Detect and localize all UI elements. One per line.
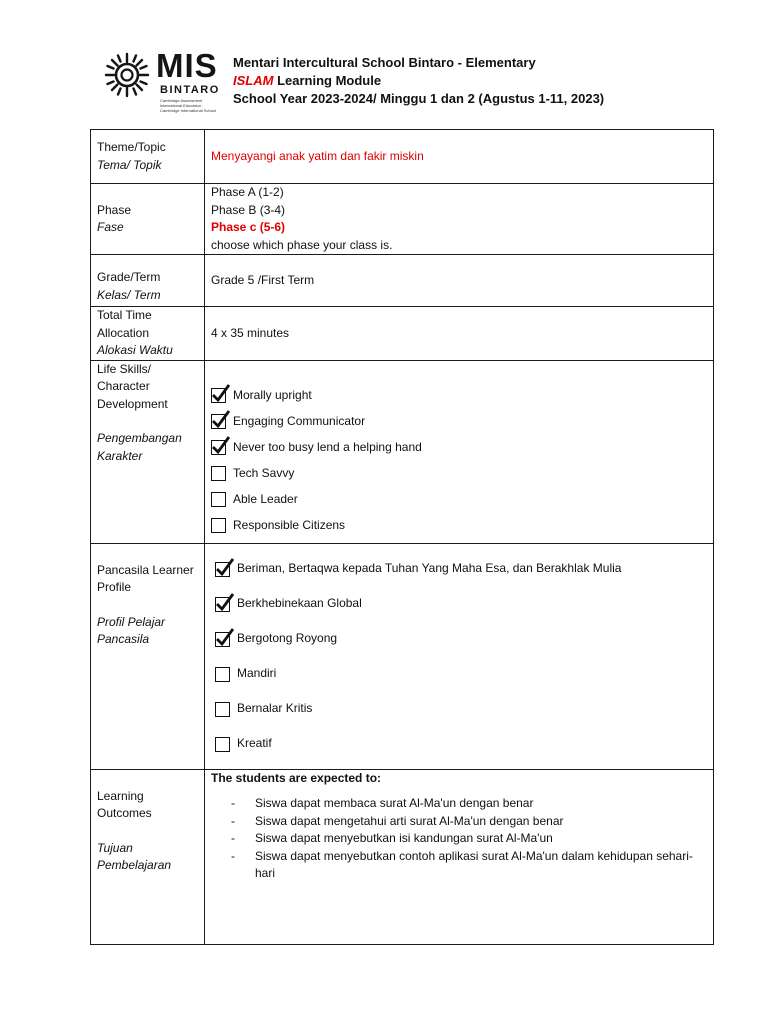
document-header — [100, 46, 740, 118]
life-skills-label: Life Skills/ Character Development — [97, 361, 168, 411]
empty-checkbox-icon[interactable] — [215, 667, 230, 682]
checked-checkbox-icon[interactable] — [215, 597, 230, 612]
pancasila-label-text: Kreatif — [237, 736, 272, 751]
phase-option: Phase A (1-2) — [211, 185, 284, 199]
cambridge-badge: Cambridge Assessment International Education · Cambridge International School — [160, 98, 217, 113]
checked-checkbox-icon[interactable] — [215, 632, 230, 647]
phase-label: Phase — [97, 202, 132, 217]
time-label-cell — [91, 307, 205, 361]
checked-checkbox-icon[interactable] — [211, 388, 226, 403]
checked-checkbox-icon[interactable] — [211, 440, 226, 455]
pancasila-label-text: Beriman, Bertaqwa kepada Tuhan Yang Maha Esa, dan Berakhlak Mulia — [237, 561, 622, 576]
theme-value-cell — [205, 130, 714, 184]
pancasila-label-cell — [91, 543, 205, 769]
pancasila-item — [215, 622, 707, 657]
module-table — [90, 129, 714, 945]
empty-checkbox-icon[interactable] — [215, 702, 230, 717]
theme-label: Theme/Topic — [97, 140, 166, 154]
life-skills-list — [205, 360, 714, 543]
theme-label-cell — [91, 130, 205, 184]
outcomes-content — [205, 769, 714, 944]
grade-value: Grade 5 /First Term — [211, 272, 315, 287]
life-skill-item — [211, 383, 707, 409]
phase-option: Phase B (3-4) — [211, 202, 286, 217]
pancasila-list — [205, 543, 714, 769]
life-skill-item — [211, 409, 707, 435]
outcomes-label-cell — [91, 769, 205, 944]
outcome-item: - Siswa dapat menyebutkan isi kandungan surat Al-Ma'un — [211, 830, 707, 848]
outcome-item: - Siswa dapat mengetahui arti surat Al-Ma'un dengan benar — [211, 813, 707, 831]
grade-value-cell — [205, 255, 714, 307]
pancasila-label-text: Bergotong Royong — [237, 631, 338, 646]
pancasila-label-text: Bernalar Kritis — [237, 701, 313, 716]
pancasila-label-text: Berkhebinekaan Global — [237, 596, 362, 611]
empty-checkbox-icon[interactable] — [211, 466, 226, 481]
time-label-id: Alokasi Waktu — [97, 343, 173, 357]
life-skill-item — [211, 487, 707, 513]
school-info — [233, 54, 604, 108]
module-title — [233, 72, 604, 90]
life-skill-label: Tech Savvy — [233, 465, 295, 480]
time-value-cell — [205, 307, 714, 361]
logo-subtitle: BINTARO — [160, 84, 220, 96]
school-logo — [100, 46, 224, 116]
life-skill-item — [211, 435, 707, 461]
phase-label-cell — [91, 184, 205, 255]
pancasila-label: Pancasila Learner Profile — [97, 562, 194, 594]
outcomes-label: Learning Outcomes — [97, 788, 152, 820]
pancasila-item — [215, 692, 707, 727]
life-skill-label: Able Leader — [233, 491, 298, 506]
theme-value: Menyayangi anak yatim dan fakir miskin — [211, 148, 424, 163]
life-skills-row — [91, 360, 714, 543]
grade-label-cell — [91, 255, 205, 307]
life-skill-label: Engaging Communicator — [233, 413, 366, 428]
grade-label-id: Kelas/ Term — [97, 287, 161, 302]
checked-checkbox-icon[interactable] — [215, 562, 230, 577]
theme-label-id: Tema/ Topik — [97, 157, 162, 172]
module-label: Learning Module — [277, 73, 382, 88]
outcome-item: - Siswa dapat menyebutkan contoh aplikasi surat Al-Ma'un dalam kehidupan sehari-hari — [211, 848, 707, 883]
life-skill-label: Responsible Citizens — [233, 517, 346, 532]
life-skill-label: Never too busy lend a helping hand — [233, 439, 422, 454]
school-year: School Year 2023-2024/ Minggu 1 dan 2 (Agustus 1-11, 2023) — [233, 91, 605, 106]
sun-emblem-icon — [104, 52, 150, 98]
school-name: Mentari Intercultural School Bintaro - Elementary — [233, 55, 536, 70]
time-value: 4 x 35 minutes — [211, 325, 290, 340]
pancasila-label-id: Profil Pelajar Pancasila — [97, 614, 166, 646]
outcomes-intro: The students are expected to: — [211, 770, 382, 785]
checked-checkbox-icon[interactable] — [211, 414, 226, 429]
time-label: Total Time Allocation — [97, 308, 152, 340]
phase-label-id: Fase — [97, 220, 124, 234]
pancasila-item — [215, 727, 707, 762]
subject-name: ISLAM — [233, 73, 274, 88]
empty-checkbox-icon[interactable] — [211, 518, 226, 533]
phase-row — [91, 184, 714, 255]
grade-label: Grade/Term — [97, 270, 161, 284]
phase-note: choose which phase your class is. — [211, 237, 393, 252]
time-row — [91, 307, 714, 361]
pancasila-item — [215, 657, 707, 692]
pancasila-item — [215, 587, 707, 622]
life-skill-item — [211, 461, 707, 487]
outcomes-row — [91, 769, 714, 944]
life-skill-item — [211, 513, 707, 539]
outcome-item: - Siswa dapat membaca surat Al-Ma'un dengan benar — [211, 795, 707, 813]
phase-selected: Phase c (5-6) — [211, 220, 286, 234]
pancasila-row — [91, 543, 714, 769]
theme-row — [91, 130, 714, 184]
outcomes-label-id: Tujuan Pembelajaran — [97, 840, 172, 872]
grade-row — [91, 255, 714, 307]
logo-wordmark: MIS — [156, 47, 218, 84]
life-skills-label-cell — [91, 360, 205, 543]
pancasila-item — [215, 552, 707, 587]
phase-value-cell — [205, 184, 714, 255]
life-skill-label: Morally upright — [233, 387, 312, 402]
pancasila-label-text: Mandiri — [237, 666, 277, 681]
empty-checkbox-icon[interactable] — [215, 737, 230, 752]
empty-checkbox-icon[interactable] — [211, 492, 226, 507]
outcomes-list — [211, 795, 707, 883]
life-skills-label-id: Pengembangan Karakter — [97, 431, 182, 463]
